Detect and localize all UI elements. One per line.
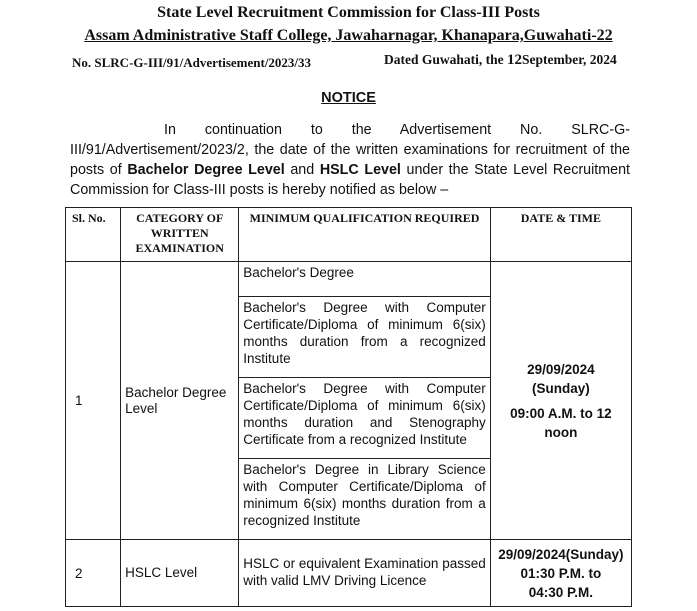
para-text-2: and: [284, 162, 320, 178]
org-address: Assam Administrative Staff College, Jawaharnagar, Khanapara,Guwahati-22: [84, 27, 613, 44]
header-sl-no: Sl. No.: [66, 208, 121, 262]
row2-time: 01:30 P.M. to 04:30 P.M.: [520, 565, 602, 600]
row2-date-time: [490, 540, 631, 607]
row1-date-time: [490, 262, 631, 540]
row2-qualification-1: HSLC or equivalent Examination passed with valid LMV Driving Licence: [239, 540, 490, 607]
date-suffix: September, 2024: [522, 52, 617, 67]
row1-qualification-4: Bachelor's Degree in Library Science with Computer Certificate/Diploma of minimum 6(six) months duration from a recognized Institute: [239, 459, 490, 540]
para-text-3: under the State Level Recruitment Commission for Class-III posts is hereby notified as below –: [70, 162, 630, 198]
org-title: State Level Recruitment Commission for Class-III Posts: [157, 4, 540, 21]
row1-category: Bachelor Degree Level: [121, 262, 239, 540]
row1-date: 29/09/2024: [527, 361, 595, 377]
para-bold-bachelor: Bachelor Degree Level: [127, 162, 285, 178]
table-header-row: [66, 208, 632, 262]
date-prefix: Dated Guwahati, the: [384, 52, 508, 67]
notice-paragraph: [70, 120, 630, 200]
row1-qualification-3: Bachelor's Degree with Computer Certificate/Diploma of minimum 6(six) months duration and Stenography Certificate from a recognized Institute: [239, 378, 490, 459]
row2-sl: 2: [66, 540, 121, 607]
row1-day: (Sunday): [531, 380, 590, 396]
row1-sl: 1: [66, 262, 121, 540]
table-row: [66, 262, 632, 297]
notice-heading: NOTICE: [321, 90, 376, 106]
notice-date: [384, 52, 617, 69]
row1-time: 09:00 A.M. to 12 noon: [510, 405, 612, 440]
para-bold-hslc: HSLC Level: [319, 162, 401, 178]
row1-qualification-2: Bachelor's Degree with Computer Certificate/Diploma of minimum 6(six) months duration from a recognized Institute: [239, 297, 490, 378]
header-category: CATEGORY OF WRITTEN EXAMINATION: [121, 208, 239, 262]
row2-date: 29/09/2024(Sunday): [498, 546, 624, 562]
exam-schedule-table: [65, 207, 632, 607]
table-row: [66, 540, 632, 607]
row2-category: HSLC Level: [121, 540, 239, 607]
para-text-1: In continuation to the Advertisement No. SLRC-G-III/91/Advertisement/2023/2, the date of the written examinations for recruitment of the posts of: [70, 122, 630, 178]
header-qualification: MINIMUM QUALIFICATION REQUIRED: [239, 208, 490, 262]
row1-qualification-1: Bachelor's Degree: [239, 262, 490, 297]
reference-number: No. SLRC-G-III/91/Advertisement/2023/33: [72, 55, 312, 70]
header-date-time: DATE & TIME: [490, 208, 631, 262]
date-day: 12: [507, 52, 523, 68]
